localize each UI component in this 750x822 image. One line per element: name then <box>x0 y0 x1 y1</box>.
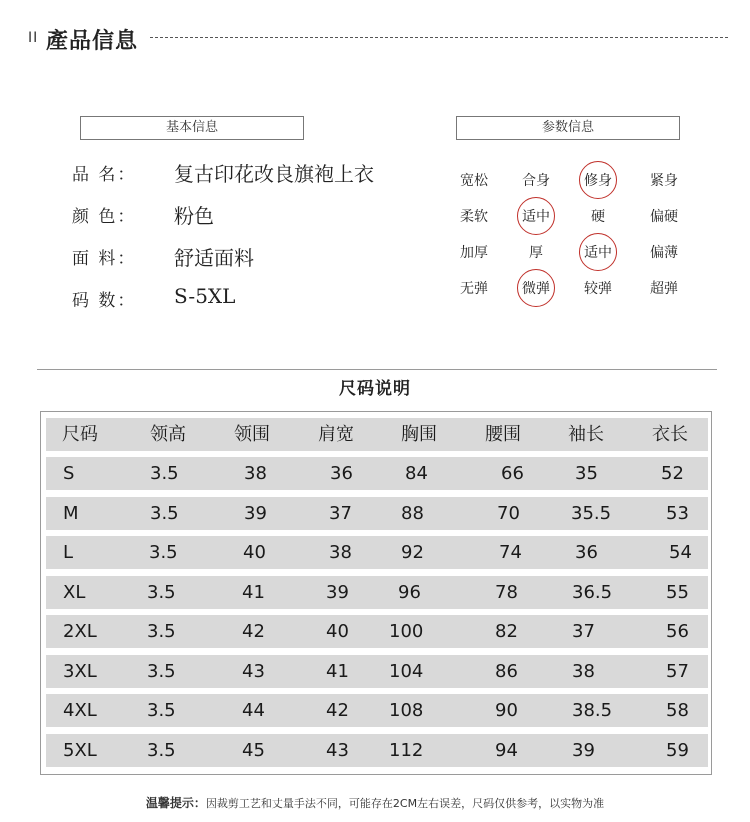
size-chart-divider <box>37 369 717 370</box>
table-header-row <box>46 418 708 451</box>
table-cell: 38 <box>244 463 267 484</box>
param-option: 偏薄 <box>650 245 678 261</box>
table-cell: L <box>63 542 74 563</box>
size-table <box>40 411 712 775</box>
param-option: 厚 <box>529 245 543 261</box>
table-row <box>46 655 708 688</box>
table-cell: 3.5 <box>147 740 176 761</box>
param-option: 较弹 <box>584 281 612 297</box>
param-option: 偏硬 <box>650 209 678 225</box>
basic-info-label-fabric: 面 料： <box>72 249 137 269</box>
table-cell: 3.5 <box>149 542 178 563</box>
basic-info-value-name: 复古印花改良旗袍上衣 <box>174 162 374 186</box>
basic-info-value-color: 粉色 <box>174 204 214 228</box>
table-cell: 100 <box>389 621 424 642</box>
tip-text: 因裁剪工艺和丈量手法不同，可能存在2CM左右误差，尺码仅供参考，以实物为准 <box>205 797 605 810</box>
table-cell: 43 <box>326 740 349 761</box>
table-header-cell: 领围 <box>234 424 270 445</box>
table-cell: 70 <box>497 503 520 524</box>
param-option: 加厚 <box>460 245 488 261</box>
table-cell: 57 <box>666 661 689 682</box>
page-title: 產品信息 <box>46 28 139 54</box>
table-cell: 3.5 <box>150 463 179 484</box>
table-row <box>46 734 708 767</box>
table-cell: XL <box>63 582 86 603</box>
table-cell: 3XL <box>63 661 97 682</box>
table-cell: 52 <box>661 463 684 484</box>
table-cell: S <box>63 463 75 484</box>
table-cell: 42 <box>242 621 265 642</box>
size-chart-title: 尺码说明 <box>339 379 411 399</box>
table-cell: 92 <box>401 542 424 563</box>
table-cell: 112 <box>389 740 424 761</box>
table-cell: 74 <box>499 542 522 563</box>
table-cell: 4XL <box>63 700 97 721</box>
table-header-cell: 尺码 <box>62 424 98 445</box>
table-cell: 44 <box>242 700 265 721</box>
table-cell: 96 <box>398 582 421 603</box>
basic-info-label-name: 品 名： <box>72 165 137 185</box>
basic-info-value-fabric: 舒适面料 <box>174 246 254 270</box>
table-cell: 2XL <box>63 621 97 642</box>
param-info-label: 参数信息 <box>456 116 680 140</box>
table-cell: 37 <box>329 503 352 524</box>
table-cell: 40 <box>243 542 266 563</box>
table-cell: 3.5 <box>147 621 176 642</box>
table-header-cell: 胸围 <box>401 424 437 445</box>
table-cell: 35 <box>575 463 598 484</box>
tip-label: 温馨提示： <box>145 796 206 810</box>
table-cell: 66 <box>501 463 524 484</box>
table-row <box>46 536 708 569</box>
header-divider <box>150 37 728 38</box>
table-cell: 38 <box>572 661 595 682</box>
table-header-cell: 领高 <box>150 424 186 445</box>
table-cell: 104 <box>389 661 424 682</box>
table-cell: 3.5 <box>147 700 176 721</box>
table-cell: 41 <box>242 582 265 603</box>
table-row <box>46 497 708 530</box>
table-cell: 54 <box>669 542 692 563</box>
table-cell: 36 <box>575 542 598 563</box>
param-option: 硬 <box>591 209 605 225</box>
table-cell: 82 <box>495 621 518 642</box>
basic-info-label-size: 码 数： <box>72 291 137 311</box>
table-cell: 94 <box>495 740 518 761</box>
table-cell: 84 <box>405 463 428 484</box>
table-cell: 35.5 <box>571 503 612 524</box>
table-cell: 5XL <box>63 740 97 761</box>
table-header-cell: 肩宽 <box>318 424 354 445</box>
basic-info-label: 基本信息 <box>80 116 304 140</box>
table-cell: 42 <box>326 700 349 721</box>
table-cell: 86 <box>495 661 518 682</box>
param-option-selected: 修身 <box>576 166 620 196</box>
param-option: 紧身 <box>650 173 678 189</box>
param-option: 无弹 <box>460 281 488 297</box>
table-cell: 3.5 <box>147 661 176 682</box>
basic-info-value-size: S-5XL <box>174 284 236 308</box>
table-cell: 38 <box>329 542 352 563</box>
table-cell: 45 <box>242 740 265 761</box>
table-row <box>46 457 708 490</box>
table-cell: 58 <box>666 700 689 721</box>
table-row <box>46 615 708 648</box>
param-option: 超弹 <box>650 281 678 297</box>
table-cell: M <box>63 503 79 524</box>
table-cell: 39 <box>244 503 267 524</box>
table-cell: 53 <box>666 503 689 524</box>
table-row <box>46 694 708 727</box>
table-cell: 43 <box>242 661 265 682</box>
table-cell: 39 <box>572 740 595 761</box>
table-cell: 37 <box>572 621 595 642</box>
param-option-selected: 微弹 <box>514 274 558 304</box>
table-cell: 41 <box>326 661 349 682</box>
param-option-selected: 适中 <box>576 238 620 268</box>
table-header-cell: 腰围 <box>485 424 521 445</box>
param-option-selected: 适中 <box>514 202 558 232</box>
section-header <box>22 22 732 56</box>
basic-info-label-color: 颜 色： <box>72 207 137 227</box>
table-cell: 108 <box>389 700 424 721</box>
header-bars-icon: II <box>28 30 39 46</box>
table-cell: 55 <box>666 582 689 603</box>
table-row <box>46 576 708 609</box>
table-cell: 39 <box>326 582 349 603</box>
table-header-cell: 衣长 <box>652 424 688 445</box>
table-cell: 3.5 <box>147 582 176 603</box>
table-cell: 36.5 <box>572 582 613 603</box>
param-option: 宽松 <box>460 173 488 189</box>
table-header-cell: 袖长 <box>568 424 604 445</box>
table-cell: 78 <box>495 582 518 603</box>
table-cell: 3.5 <box>150 503 179 524</box>
table-cell: 88 <box>401 503 424 524</box>
table-cell: 38.5 <box>572 700 613 721</box>
table-cell: 56 <box>666 621 689 642</box>
table-cell: 90 <box>495 700 518 721</box>
table-cell: 59 <box>666 740 689 761</box>
table-cell: 40 <box>326 621 349 642</box>
param-option: 柔软 <box>460 209 488 225</box>
table-cell: 36 <box>330 463 353 484</box>
size-tip <box>0 794 750 811</box>
param-option: 合身 <box>522 173 550 189</box>
